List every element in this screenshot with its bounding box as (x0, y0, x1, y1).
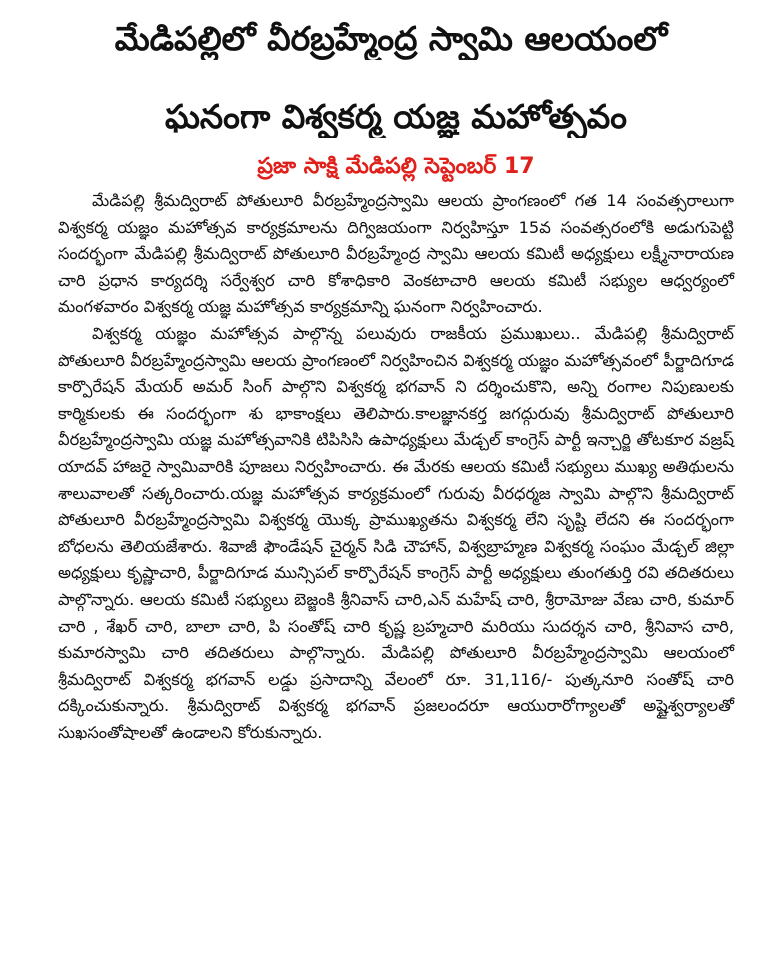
headline-line-1: మేడిపల్లిలో వీరబ్రహ్మేంద్ర స్వామి ఆలయంలో (114, 19, 668, 58)
article-paragraph-1: మేడిపల్లి శ్రీమద్విరాట్ పోతులూరి వీరబ్రహ్మేంద్రస్వామి ఆలయ ప్రాంగణంలో గత 14 సంవత్సరాలుగా విశ్వకర్మ యజ్ఞం మహోత్సవ కార్యక్రమాలను దిగ్విజయంగా నిర్వహిస్తూ 15వ సంవత్సరంలోకి అడుగుపెట్టి సందర్భంగా మేడిపల్లి శ్రీమద్విరాట్ పోతులూరి వీరబ్రహ్మేంద్ర స్వామి ఆలయ కమిటీ అధ్యక్షులు లక్ష్మీనారాయణ చారి ప్రధాన కార్యదర్శి సర్వేశ్వర చారి కోశాధికారి వెంకటాచారి ఆలయ కమిటీ సభ్యుల ఆధ్వర్యంలో మంగళవారం విశ్వకర్మ యజ్ఞ మహోత్సవ కార్యక్రమాన్ని ఘనంగా నిర్వహించారు. (58, 191, 734, 317)
dateline: ప్రజా సాక్షి మేడిపల్లి సెప్టెంబర్ 17 (257, 154, 535, 179)
article-paragraph-2: విశ్వకర్మ యజ్ఞం మహోత్సవ పాల్గొన్న పలువురు రాజకీయ ప్రముఖులు.. మేడిపల్లి శ్రీమద్విరాట్ పోతులూరి వీరబ్రహ్మేంద్రస్వామి ఆలయ ప్రాంగణంలో నిర్వహించిన విశ్వకర్మ యజ్ఞం మహోత్సవంలో పీర్జాదిగూడ కార్పొరేషన్ మేయర్ అమర్ సింగ్ పాల్గొని విశ్వకర్మ భగవాన్ ని దర్శించుకొని, అన్ని రంగాల నిపుణులకు కార్మికులకు ఈ సందర్భంగా శు భాకాంక్షలు తెలిపారు.కాలజ్ఞానకర్త జగద్గురువు శ్రీమద్విరాట్ పోతులూరి వీరబ్రహ్మేంద్రస్వామి యజ్ఞ మహోత్సవానికి టిపిసిసి ఉపాధ్యక్షులు మేడ్చల్ కాంగ్రెస్ పార్టీ ఇన్చార్జి తోటకూర వజ్రష్ యాదవ్ హాజరై స్వామివారికి పూజలు నిర్వహించారు. ఈ మేరకు ఆలయ కమిటీ సభ్యులు ముఖ్య అతిథులను శాలువాలతో సత్కరించారు.యజ్ఞ మహోత్సవ కార్యక్రమంలో గురువు వీరధర్మజ స్వామి పాల్గొని శ్రీమద్విరాట్ పోతులూరి వీరబ్రహ్మేంద్రస్వామి విశ్వకర్మ యొక్క ప్రాముఖ్యతను విశ్వకర్మ లేని సృష్టి లేదని ఈ సందర్భంగా బోధలను తెలియజేశారు. శివాజీ ఫౌండేషన్ చైర్మన్ సిడి చౌహాన్, విశ్వబ్రాహ్మణ విశ్వకర్మ సంఘం మేడ్చల్ జిల్లా అధ్యక్షులు కృష్ణాచారి, పీర్జాదిగూడ మున్సిపల్ కార్పొరేషన్ కాంగ్రెస్ పార్టీ అధ్యక్షులు తుంగతుర్తి రవి తదితరులు పాల్గొన్నారు. ఆలయ కమిటీ సభ్యులు బెజ్జంకి శ్రీనివాస్ చారి,ఎన్ మహేష్ చారి, శ్రీరామోజు వేణు చారి, కుమార్ చారి , శేఖర్ చారి, బాలా చారి, పి సంతోష్ చారి కృష్ణ బ్రహ్మచారి మరియు సుదర్శన చారి, శ్రీనివాస చారి, కుమారస్వామి చారి తదితరులు పాల్గొన్నారు. మేడిపల్లి పోతులూరి వీరబ్రహ్మేంద్రస్వామి ఆలయంలో శ్రీమద్విరాట్ విశ్వకర్మ భగవాన్ లడ్డు ప్రసాదాన్ని వేలంలో రూ. 31,116/- పుత్కనూరి సంతోష్ చారి దక్కించుకున్నారు. శ్రీమద్విరాట్ విశ్వకర్మ భగవాన్ ప్రజలందరూ ఆయురారోగ్యాలతో అష్టైశ్వర్యాలతో సుఖసంతోషాలతో ఉండాలని కోరుకున్నారు. (58, 323, 734, 742)
headline-line-2: ఘనంగా విశ్వకర్మ యజ్ఞ మహోత్సవం (165, 97, 627, 136)
